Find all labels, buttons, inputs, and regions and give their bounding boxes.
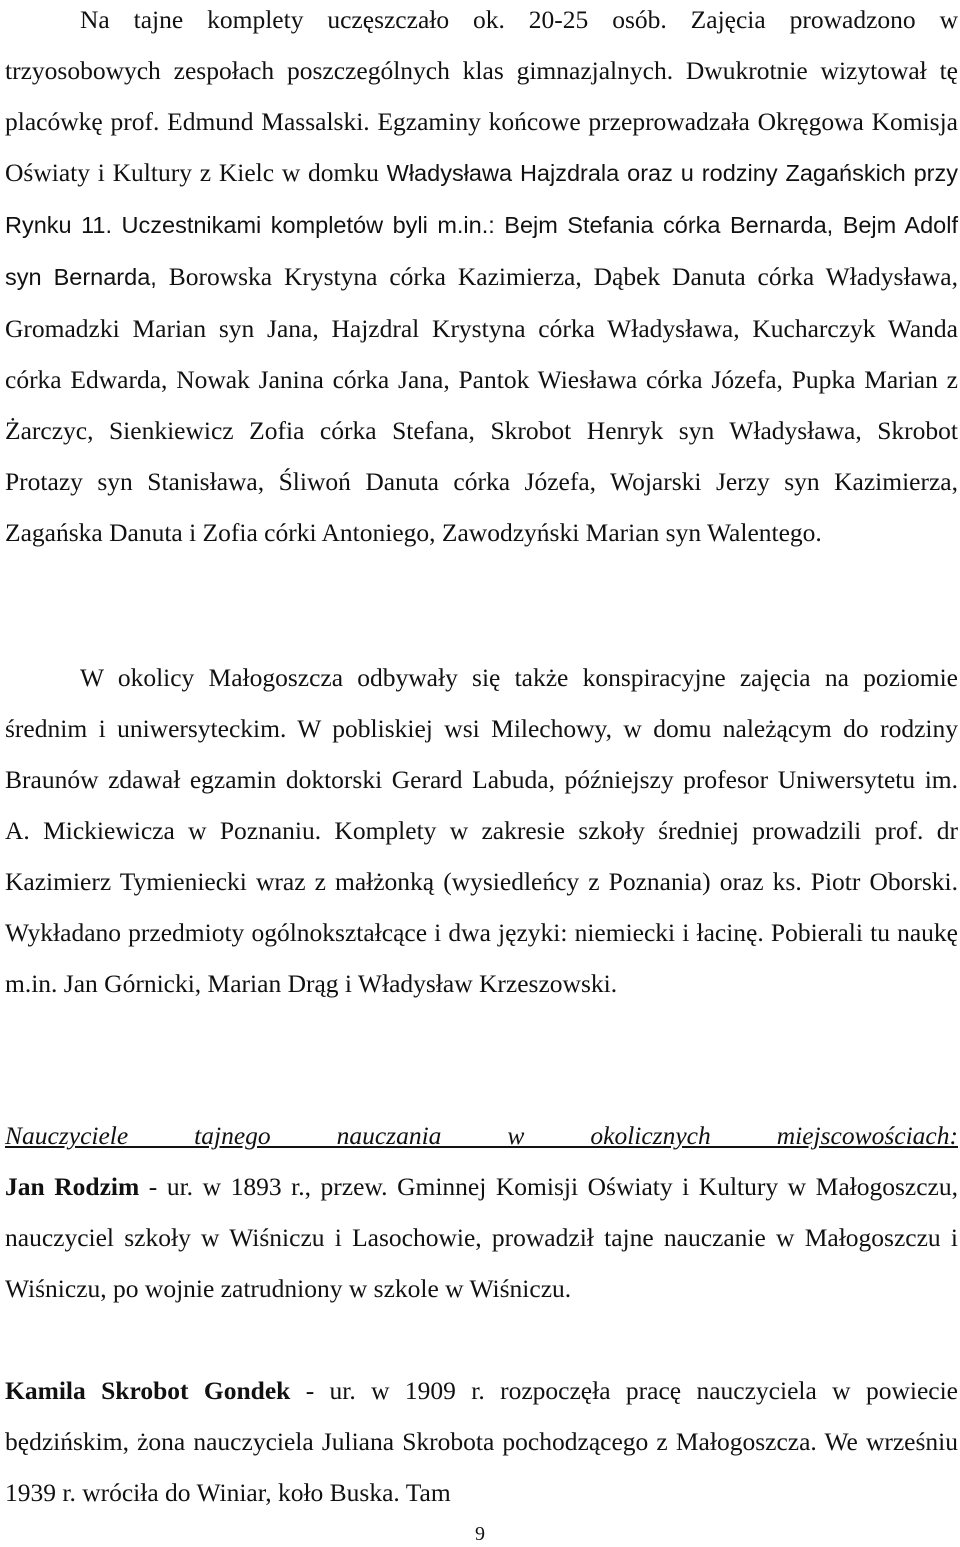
teacher-description: - ur. w 1909 r. rozpoczęła pracę nauczyciela w powiecie będzińskim, żona nauczyciela Juliana Skrobota pochodzącego z Małogoszcza. We wrześniu 1939 r. wróciła do Winiar, koło Buska. Tam <box>5 1376 958 1507</box>
paragraph-text: Na tajne komplety uczęszczało ok. 20-25 osób. Zajęcia prowadzono w trzyosobowych zespołach poszczególnych klas gimnazjalnych. Dwukrotnie wizytował tę placówkę prof. Edmund Massalski. Egzaminy końcowe przeprowadzała Okręgowa Komisja Oświaty i Kultury z Kielc w domku <box>5 5 958 187</box>
teacher-name: Kamila Skrobot Gondek <box>5 1376 291 1405</box>
teacher-name: Jan Rodzim <box>5 1172 140 1201</box>
paragraph-text: Borowska Krystyna córka Kazimierza, Dąbek Danuta córka Władysława, Gromadzki Marian syn Jana, Hajzdral Krystyna córka Władysława, Kucharczyk Wanda córka Edwarda, Nowak Janina córka Jana, Pantok Wiesława córka Józefa, Pupka Marian z Żarczyc, Sienkiewicz Zofia córka Stefana, Skrobot Henryk syn Władysława, Skrobot Protazy syn Stanisława, Śliwoń Danuta córka Józefa, Wojarski Jerzy syn Kazimierza, Zagańska Danuta i Zofia córki Antoniego, Zawodzyński Marian syn Walentego. <box>5 262 958 547</box>
teacher-entry-rodzim <box>5 1161 958 1314</box>
paragraph-komplety <box>5 0 958 558</box>
teacher-entry-skrobot-gondek <box>5 1365 958 1518</box>
paragraph-malogoszcz: W okolicy Małogoszcza odbywały się także konspiracyjne zajęcia na poziomie średnim i uniwersyteckim. W pobliskiej wsi Milechowy, w domu należącym do rodziny Braunów zdawał egzamin doktorski Gerard Labuda, późniejszy profesor Uniwersytetu im. A. Mickiewicza w Poznaniu. Komplety w zakresie szkoły średniej prowadzili prof. dr Kazimierz Tymieniecki wraz z małżonką (wysiedleńcy z Poznania) oraz ks. Piotr Oborski. Wykładano przedmioty ogólnokształcące i dwa języki: niemiecki i łacinę. Pobierali tu naukę m.in. Jan Górnicki, Marian Drąg i Władysław Krzeszowski. <box>5 663 958 998</box>
teacher-description: - ur. w 1893 r., przew. Gminnej Komisji Oświaty i Kultury w Małogoszczu, nauczyciel szkoły w Wiśniczu i Lasochowie, prowadził tajne nauczanie w Małogoszczu i Wiśniczu, po wojnie zatrudniony w szkole w Wiśniczu. <box>5 1172 958 1303</box>
page-number: 9 <box>475 1523 485 1545</box>
section-heading: Nauczyciele tajnego nauczania w okolicznych miejscowościach: <box>5 1121 958 1150</box>
paragraph-text-sans: Władysława Hajzdrala oraz u rodziny Zagańskich przy Rynku 11. Uczestnikami kompletów byli m.in.: Bejm Stefania córka Bernarda, Bejm Adolf syn Bernarda, <box>5 160 959 290</box>
